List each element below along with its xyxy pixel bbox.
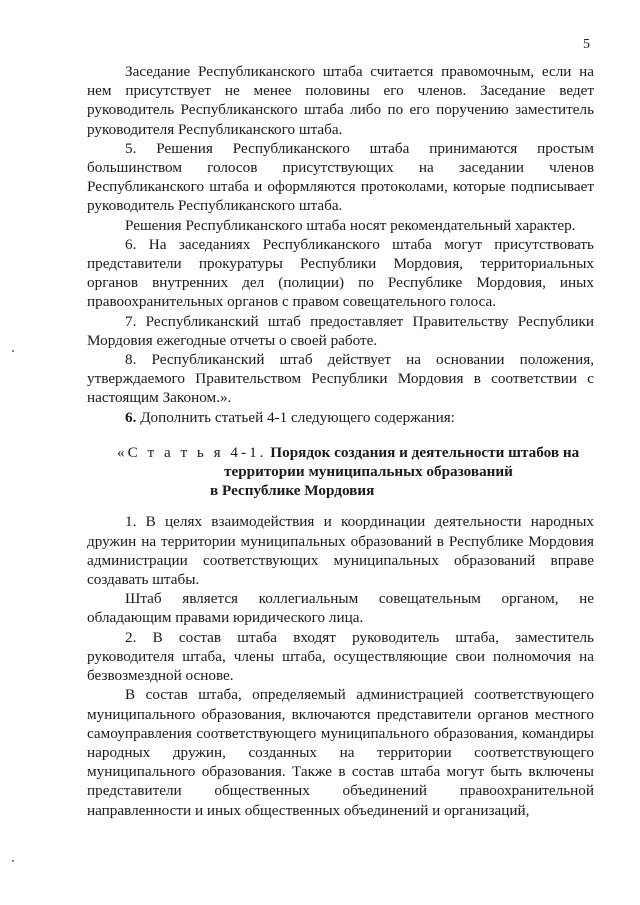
paragraph-recommendations: Решения Республиканского штаба носят рекомендательный характер. bbox=[125, 216, 576, 234]
article-paragraph-purpose: 1. В целях взаимодействия и координации деятельности народных дружин на территории муниципальных образований в Республике Мордовия администрации соответствующих муниципальных образований вправе создавать штабы. bbox=[87, 513, 594, 589]
margin-mark bbox=[12, 350, 14, 352]
article-paragraph-status: Штаб является коллегиальным совещательным органом, не обладающим правами юридического лица. bbox=[87, 590, 594, 627]
document-body bbox=[87, 62, 594, 820]
amendment-number: 6. bbox=[125, 408, 137, 426]
article-title-line-2: территории муниципальных образований bbox=[224, 463, 513, 481]
paragraph-quorum: Заседание Республиканского штаба считается правомочным, если на нем присутствует не менее половины его членов. Заседание ведет руководитель Республиканского штаба либо по его поручению заместитель руководителя Республиканского штаба. bbox=[87, 63, 594, 138]
margin-mark bbox=[12, 860, 14, 862]
paragraph-regulation: 8. Республиканский штаб действует на основании положения, утверждаемого Правительством Республики Мордовия в соответствии с настоящим Законом.». bbox=[87, 351, 594, 407]
paragraph-attendance: 6. На заседаниях Республиканского штаба могут присутствовать представители прокуратуры Республики Мордовия, территориальных органов внутренних дел (полиции) по Республике Мордовия, иных правоохранительных органов с правом совещательного голоса. bbox=[87, 235, 594, 311]
article-prefix: «С т а т ь я 4-1. bbox=[117, 443, 267, 461]
article-title-line-1: Порядок создания и деятельности штабов на bbox=[266, 443, 580, 461]
article-paragraph-members: В состав штаба, определяемый администрацией соответствующего муниципального образования, включаются представители органов местного самоуправления соответствующего муниципального образования, командиры народных дружин, созданных на территории соответствующего муниципального образования. Также в состав штаба могут быть включены представители общественных объединений правоохранительной направленности и иных общественных объединений и организаций, bbox=[87, 686, 594, 819]
amendment-text: Дополнить статьей 4-1 следующего содержания: bbox=[136, 408, 455, 426]
article-heading bbox=[87, 443, 594, 462]
article-paragraph-composition: 2. В состав штаба входят руководитель штаба, заместитель руководителя штаба, члены штаба, осуществляющие свои полномочия на безвозмездной основе. bbox=[87, 628, 594, 685]
spacer bbox=[87, 427, 594, 443]
spacer bbox=[87, 500, 594, 512]
paragraph-decisions: 5. Решения Республиканского штаба принимаются простым большинством голосов присутствующих на заседании членов Республиканского штаба и оформляются протоколами, которые подписывает руководитель Республиканского штаба. bbox=[87, 139, 594, 215]
article-title-line-3: в Республике Мордовия bbox=[210, 482, 375, 500]
paragraph-amendment bbox=[87, 408, 594, 427]
paragraph-reports: 7. Республиканский штаб предоставляет Правительству Республики Мордовия ежегодные отчеты о своей работе. bbox=[87, 312, 594, 349]
page-number: 5 bbox=[583, 37, 590, 52]
